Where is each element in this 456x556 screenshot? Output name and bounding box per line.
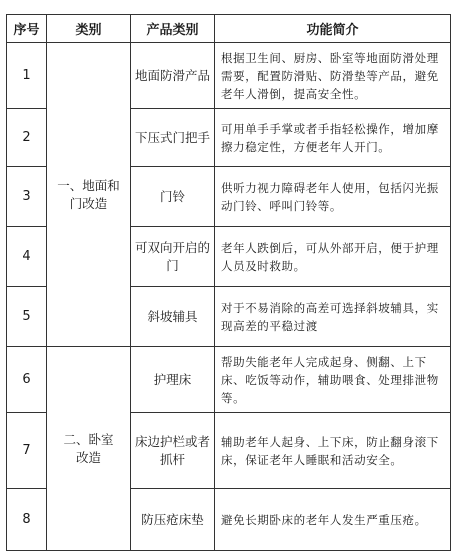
category-cell xyxy=(47,43,131,347)
description-cell: 对于不易消除的高差可选择斜坡辅具，实现高差的平稳过渡 xyxy=(215,287,451,347)
header-category: 类别 xyxy=(47,15,131,43)
product-cell: 防压疮床垫 xyxy=(131,489,215,551)
product-cell: 下压式门把手 xyxy=(131,109,215,167)
product-cell: 护理床 xyxy=(131,347,215,413)
row-number: 5 xyxy=(7,287,47,347)
product-cell: 床边护栏或者抓杆 xyxy=(131,413,215,489)
description-cell: 根据卫生间、厨房、卧室等地面防滑处理需要，配置防滑贴、防滑垫等产品，避免老年人滑倒，提高安全性。 xyxy=(215,43,451,109)
table-row xyxy=(7,347,451,413)
category-cell xyxy=(47,347,131,551)
description-cell: 供听力视力障碍老年人使用，包括闪光振动门铃、呼叫门铃等。 xyxy=(215,167,451,227)
header-row xyxy=(7,15,451,43)
product-cell: 斜坡辅具 xyxy=(131,287,215,347)
category-label-line1: 一、地面和 xyxy=(57,177,120,193)
description-cell: 辅助老年人起身、上下床，防止翻身滚下床，保证老年人睡眠和活动安全。 xyxy=(215,413,451,489)
header-no: 序号 xyxy=(7,15,47,43)
row-number: 2 xyxy=(7,109,47,167)
header-description: 功能简介 xyxy=(215,15,451,43)
product-cell: 门铃 xyxy=(131,167,215,227)
product-cell: 地面防滑产品 xyxy=(131,43,215,109)
renovation-table xyxy=(6,14,451,551)
row-number: 8 xyxy=(7,489,47,551)
product-cell: 可双向开启的门 xyxy=(131,227,215,287)
header-product: 产品类别 xyxy=(131,15,215,43)
table-row xyxy=(7,43,451,109)
row-number: 3 xyxy=(7,167,47,227)
row-number: 7 xyxy=(7,413,47,489)
description-cell: 避免长期卧床的老年人发生严重压疮。 xyxy=(215,489,451,551)
category-label-line2: 门改造 xyxy=(69,195,108,211)
description-cell: 帮助失能老年人完成起身、侧翻、上下床、吃饭等动作，辅助喂食、处理排泄物等。 xyxy=(215,347,451,413)
category-label-line2: 改造 xyxy=(75,449,101,465)
category-label-line1: 二、卧室 xyxy=(63,431,114,447)
description-cell: 老年人跌倒后，可从外部开启，便于护理人员及时救助。 xyxy=(215,227,451,287)
row-number: 1 xyxy=(7,43,47,109)
row-number: 4 xyxy=(7,227,47,287)
row-number: 6 xyxy=(7,347,47,413)
description-cell: 可用单手手掌或者手指轻松操作，增加摩擦力稳定性，方便老年人开门。 xyxy=(215,109,451,167)
